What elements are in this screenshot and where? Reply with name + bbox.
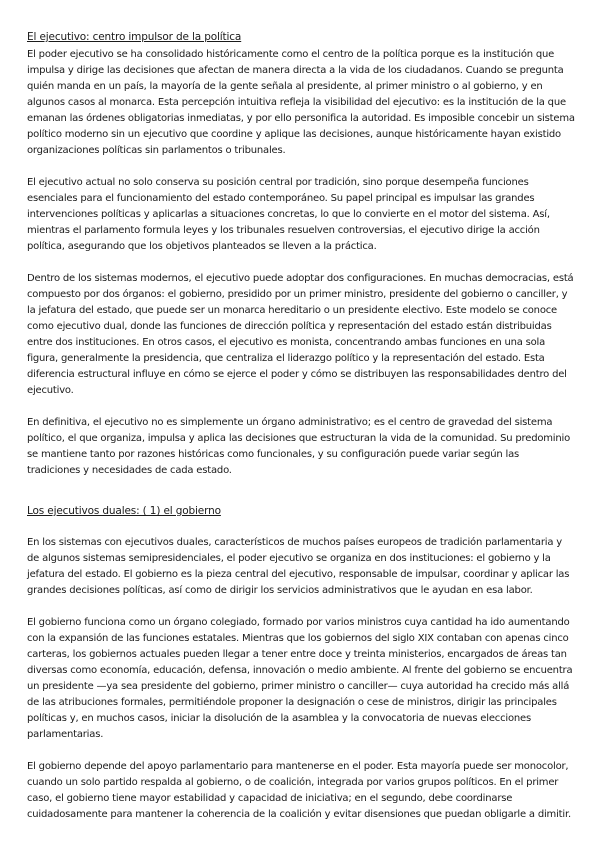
paragraph: El gobierno depende del apoyo parlamentario para mantenerse en el poder. Esta mayoría puede ser monocolor, cuando un solo partido respalda al gobierno, o de coalición, integrada por varios grupos políticos. En el primer caso, el gobierno tiene mayor estabilidad y capacidad de iniciativa; en el segundo, debe coordinarse cuidadosamente para mantener la coherencia de la coalición y evitar disensiones que puedan obligarle a dimitir. <box>27 761 571 820</box>
section-executive-center <box>27 30 575 479</box>
paragraph: En definitiva, el ejecutivo no es simplemente un órgano administrativo; es el centro de gravedad del sistema político, el que organiza, impulsa y aplica las decisiones que estructuran la vida de la comunidad. Su predominio se mantiene tanto por razones históricas como funcionales, y su configuración puede variar según las tradiciones y necesidades de cada estado. <box>27 417 571 476</box>
paragraph: El gobierno funciona como un órgano colegiado, formado por varios ministros cuya cantidad ha ido aumentando con la expansión de las funciones estatales. Mientras que los gobiernos del siglo XIX contaban con apenas cinco carteras, los gobiernos actuales pueden llegar a tener entre doce y treinta ministerios, encargados de áreas tan diversas como economía, educación, defensa, innovación o medio ambiente. Al frente del gobierno se encuentra un presidente —ya sea presidente del gobierno, primer ministro o canciller— cuya autoridad ha crecido más allá de las atribuciones formales, permitiéndole proponer la designación o cese de ministros, dirigir las principales políticas y, en muchos casos, iniciar la disolución de la asamblea y la convocatoria de nuevas elecciones parlamentarias. <box>27 617 573 740</box>
paragraph: El ejecutivo actual no solo conserva su posición central por tradición, sino porque desempeña funciones esenciales para el funcionamiento del estado contemporáneo. Su papel principal es impulsar las grandes intervenciones políticas y aplicarlas a situaciones concretas, lo que lo convierte en el motor del sistema. Así, mientras el parlamento formula leyes y los tribunales resuelven controversias, el ejecutivo dirige la acción política, asegurando que los objetivos planteados se lleven a la práctica. <box>27 177 550 252</box>
section-heading: Los ejecutivos duales: ( 1) el gobierno <box>27 505 221 517</box>
paragraph: El poder ejecutivo se ha consolidado históricamente como el centro de la política porque es la institución que impulsa y dirige las decisiones que afectan de manera directa a la vida de los ciudadanos. Cuando se pregunta quién manda en un país, la mayoría de la gente señala al presidente, al primer ministro o al gobierno, y en algunos casos al monarca. Esta percepción intuitiva refleja la visibilidad del ejecutivo: es la institución de la que emanan las órdenes obligatorias inmediatas, y por ello personifica la autoridad. Es imposible concebir un sistema político moderno sin un ejecutivo que coordine y aplique las decisiones, aunque históricamente hayan existido organizaciones políticas sin parlamentos o tribunales. <box>27 49 575 156</box>
paragraph: Dentro de los sistemas modernos, el ejecutivo puede adoptar dos configuraciones. En muchas democracias, está compuesto por dos órganos: el gobierno, presidido por un primer ministro, presidente del gobierno o canciller, y la jefatura del estado, que puede ser un monarca hereditario o un presidente electivo. Este modelo se conoce como ejecutivo dual, donde las funciones de dirección política y representación del estado están distribuidas entre dos instituciones. En otros casos, el ejecutivo es monista, concentrando ambas funciones en una sola figura, generalmente la presidencia, que centraliza el liderazgo político y la representación del estado. Esta diferencia estructural influye en cómo se ejerce el poder y cómo se distribuyen las responsabilidades dentro del ejecutivo. <box>27 273 574 396</box>
section-heading: El ejecutivo: centro impulsor de la política <box>27 31 242 43</box>
section-dual-executives <box>27 504 575 823</box>
paragraph: En los sistemas con ejecutivos duales, característicos de muchos países europeos de tradición parlamentaria y de algunos sistemas semipresidenciales, el poder ejecutivo se organiza en dos instituciones: el gobierno y la jefatura del estado. El gobierno es la pieza central del ejecutivo, responsable de impulsar, coordinar y aplicar las grandes decisiones políticas, así como de dirigir los servicios administrativos que le ayudan en esa labor. <box>27 537 570 596</box>
